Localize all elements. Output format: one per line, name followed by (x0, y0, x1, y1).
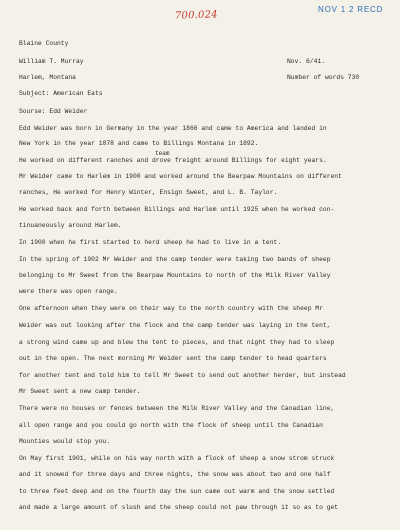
body-line-13: Weider was out looking after the flock and the camp tender was laying in the tent, (19, 322, 331, 329)
body-line-16: for another tent and told him to tell Mr Sweet to send out another herder, but instead (19, 372, 346, 379)
received-date-stamp: NOV 1 2 RECD (318, 5, 384, 14)
body-line-14: a strong wind came up and blew the tent to pieces, and that night they had to sleep (19, 339, 335, 346)
body-line-6: He worked back and forth between Billings and Harlem until 1925 when he worked con- (19, 206, 335, 213)
body-line-18: There were no houses or fences between the Milk River Valley and the Canadian line, (19, 405, 335, 412)
location-line: Harlem, Montana (19, 74, 76, 81)
body-line-10: belonging to Mr Sweet from the Bearpaw Mountains to north of the Milk River Valley (19, 272, 331, 279)
body-line-3 (19, 150, 389, 165)
body-line-3-text: He worked on different ranches and drove freight around Billings for eight years. (19, 157, 327, 164)
body-line-15: out in the open. The next morning Mr Weider sent the camp tender to head quarters (19, 355, 327, 362)
team-insert: team (155, 150, 170, 157)
body-line-7: tinuaneously around Harlem. (19, 222, 122, 229)
body-line-23: to three feet deep and on the fourth day the sun came out warm and the snow settled (19, 488, 335, 495)
body-line-24: and made a large amount of slush and the sheep could not paw through it so as to get (19, 504, 339, 511)
body-line-11: were there was open range. (19, 288, 118, 295)
date-line: Nov. 6/41. (287, 58, 325, 65)
body-line-17: Mr Sweet sent a new camp tender. (19, 388, 141, 395)
body-line-20: Mounties would stop you. (19, 438, 111, 445)
body-line-4: Mr Weider came to Harlem in 1900 and worked around the Bearpaw Mountains on different (19, 173, 342, 180)
subject-line: Subject: American Eats (19, 90, 103, 97)
body-line-5: ranches, He worked for Henry Winter, Ensign Sweet, and L. B. Taylor. (19, 189, 278, 196)
body-line-22: and it snowed for three days and three nights, the snow was about two and one half (19, 471, 331, 478)
body-line-19: all open range and you could go north with the flock of sheep until the Canadian (19, 422, 323, 429)
body-line-8: In 1900 when he first started to herd sheep he had to live in a tent. (19, 239, 282, 246)
body-line-12: One afternoon when they were on their way to the north country with the sheep Mr (19, 305, 323, 312)
author-line: William T. Murray (19, 58, 84, 65)
word-count-line: Number of words 730 (287, 74, 360, 81)
source-line: Sourse: Edd Weider (19, 108, 88, 115)
body-line-9: In the spring of 1902 Mr Weider and the camp tender were taking two bands of sheep (19, 256, 331, 263)
body-line-21: On May first 1901, while on his way north with a flock of sheep a snow strom struck (19, 455, 335, 462)
handwritten-file-number: 700.024 (174, 9, 218, 22)
county-line: Blaine County (19, 40, 69, 47)
body-line-2: New York in the year 1878 and came to Billings Montana in 1892. (19, 140, 259, 147)
body-line-1: Edd Weider was born in Germany in the year 1866 and came to America and landed in (19, 125, 327, 132)
